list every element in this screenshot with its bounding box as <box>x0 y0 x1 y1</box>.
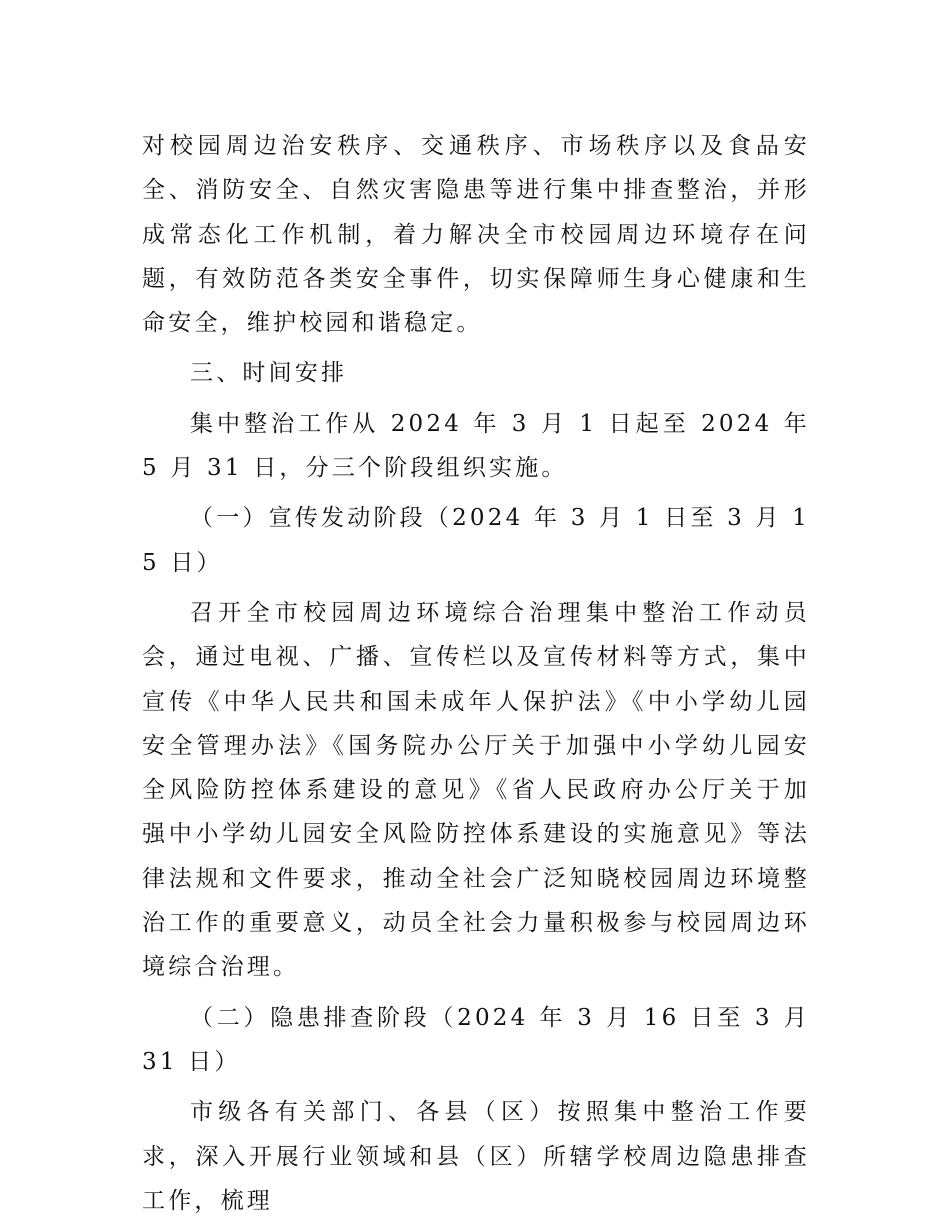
paragraph-continued: 对校园周边治安秩序、交通秩序、市场秩序以及食品安全、消防安全、自然灾害隐患等进行集中排查整治，并形成常态化工作机制，着力解决全市校园周边环境存在问题，有效防范各类安全事件，切实保障师生身心健康和生命安全，维护校园和谐稳定。 <box>142 133 810 337</box>
subheading-publicity-stage: （一）宣传发动阶段（2024 年 3 月 1 日至 3 月 15 日） <box>142 505 810 576</box>
section-heading-schedule: 三、时间安排 <box>190 360 348 387</box>
paragraph-publicity-stage: 召开全市校园周边环境综合治理集中整治工作动员会，通过电视、广播、宣传栏以及宣传材料等方式，集中宣传《中华人民共和国未成年人保护法》《中小学幼儿园安全管理办法》《国务院办公厅关于加强中小学幼儿园安全风险防控体系建设的意见》《省人民政府办公厅关于加强中小学幼儿园安全风险防控体系建设的实施意见》等法律法规和文件要求，推动全社会广泛知晓校园周边环境整治工作的重要意义，动员全社会力量积极参与校园周边环境综合治理。 <box>142 599 810 981</box>
document-body <box>142 124 810 1229</box>
paragraph-schedule-overview: 集中整治工作从 2024 年 3 月 1 日起至 2024 年 5 月 31 日，分三个阶段组织实施。 <box>142 410 810 482</box>
paragraph-inspection-stage: 市级各有关部门、各县（区）按照集中整治工作要求，深入开展行业领域和县（区）所辖学校周边隐患排查工作，梳理 <box>142 1099 810 1214</box>
subheading-inspection-stage: （二）隐患排查阶段（2024 年 3 月 16 日至 3 月 31 日） <box>142 1004 810 1075</box>
